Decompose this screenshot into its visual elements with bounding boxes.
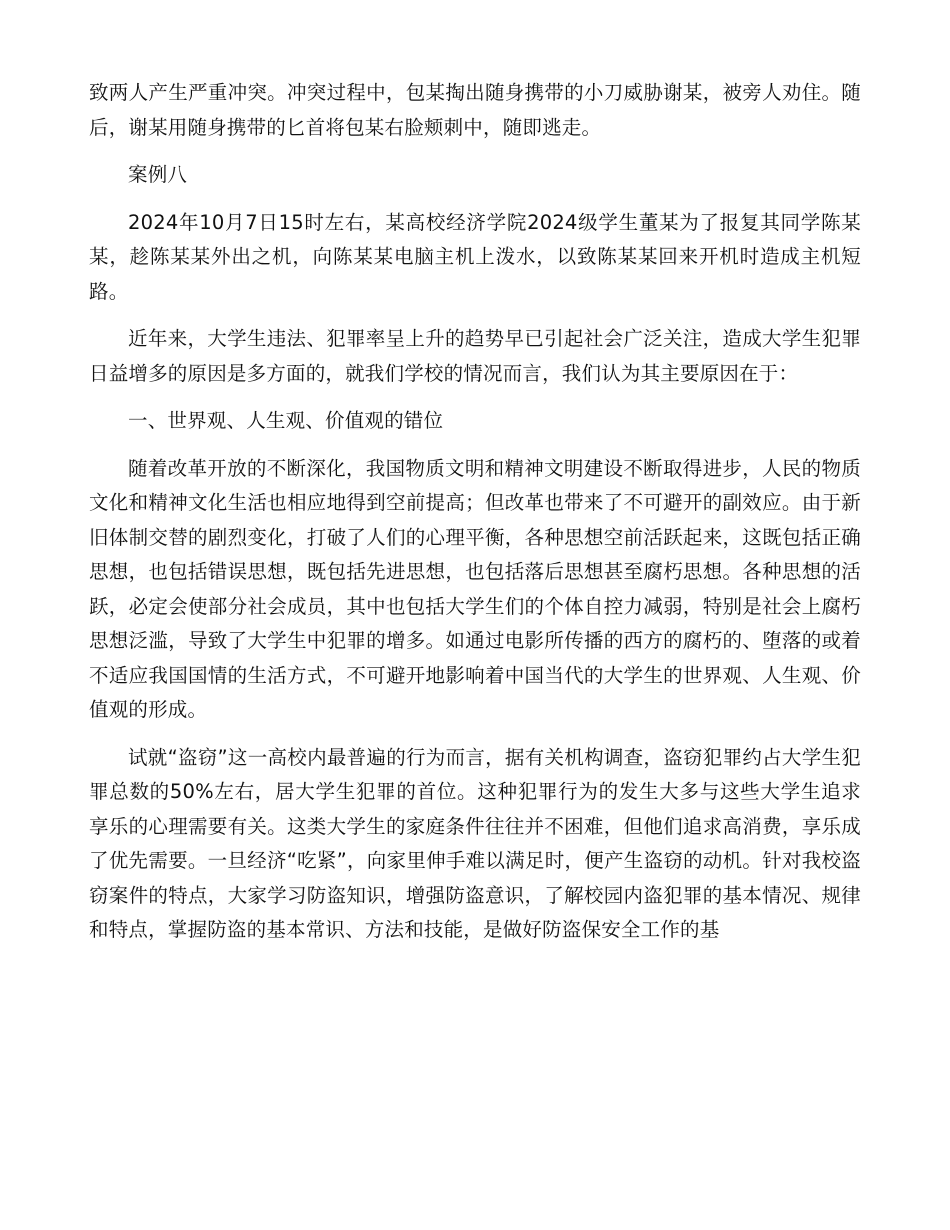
section-heading: 一、世界观、人生观、价值观的错位 (128, 409, 444, 432)
paragraph-reform: 随着改革开放的不断深化，我国物质文明和精神文明建设不断取得进步，人民的物质文化和精神文化生活也相应地得到空前提高；但改革也带来了不可避开的副效应。由于新旧体制交替的剧烈变化，打破了人们的心理平衡，各种思想空前活跃起来，这既包括正确思想，也包括错误思想，既包括先进思想，也包括落后思想甚至腐朽思想。各种思想的活跃，必定会使部分社会成员，其中也包括大学生们的个体自控力减弱，特别是社会上腐朽思想泛滥，导致了大学生中犯罪的增多。如通过电影所传播的西方的腐朽的、堕落的或着不适应我国国情的生活方式，不可避开地影响着中国当代的大学生的世界观、人生观、价值观的形成。 (89, 456, 861, 721)
paragraph-intro: 近年来，大学生违法、犯罪率呈上升的趋势早已引起社会广泛关注，造成大学生犯罪日益增多的原因是多方面的，就我们学校的情况而言，我们认为其主要原因在于： (89, 327, 861, 385)
paragraph-1: 致两人产生严重冲突。冲突过程中，包某掏出随身携带的小刀威胁谢某，被旁人劝住。随后，谢某用随身携带的匕首将包某右脸颊刺中，随即逃走。 (89, 81, 861, 139)
case-heading: 案例八 (128, 163, 188, 186)
document-body (89, 76, 861, 948)
paragraph-theft: 试就“盗窃”这一高校内最普遍的行为而言，据有关机构调查，盗窃犯罪约占大学生犯罪总数的50%左右，居大学生犯罪的首位。这种犯罪行为的发生大多与这些大学生追求享乐的心理需要有关。这类大学生的家庭条件往往并不困难，但他们追求高消费，享乐成了优先需要。一旦经济“吃紧”，向家里伸手难以满足时，便产生盗窃的动机。针对我校盗窃案件的特点，大家学习防盗知识，增强防盗意识，了解校园内盗犯罪的基本情况、规律和特点，掌握防盗的基本常识、方法和技能，是做好防盗保安全工作的基 (89, 745, 861, 941)
paragraph-case-eight: 2024年10月7日15时左右，某高校经济学院2024级学生董某为了报复其同学陈某某，趁陈某某外出之机，向陈某某电脑主机上泼水，以致陈某某回来开机时造成主机短路。 (89, 210, 861, 303)
